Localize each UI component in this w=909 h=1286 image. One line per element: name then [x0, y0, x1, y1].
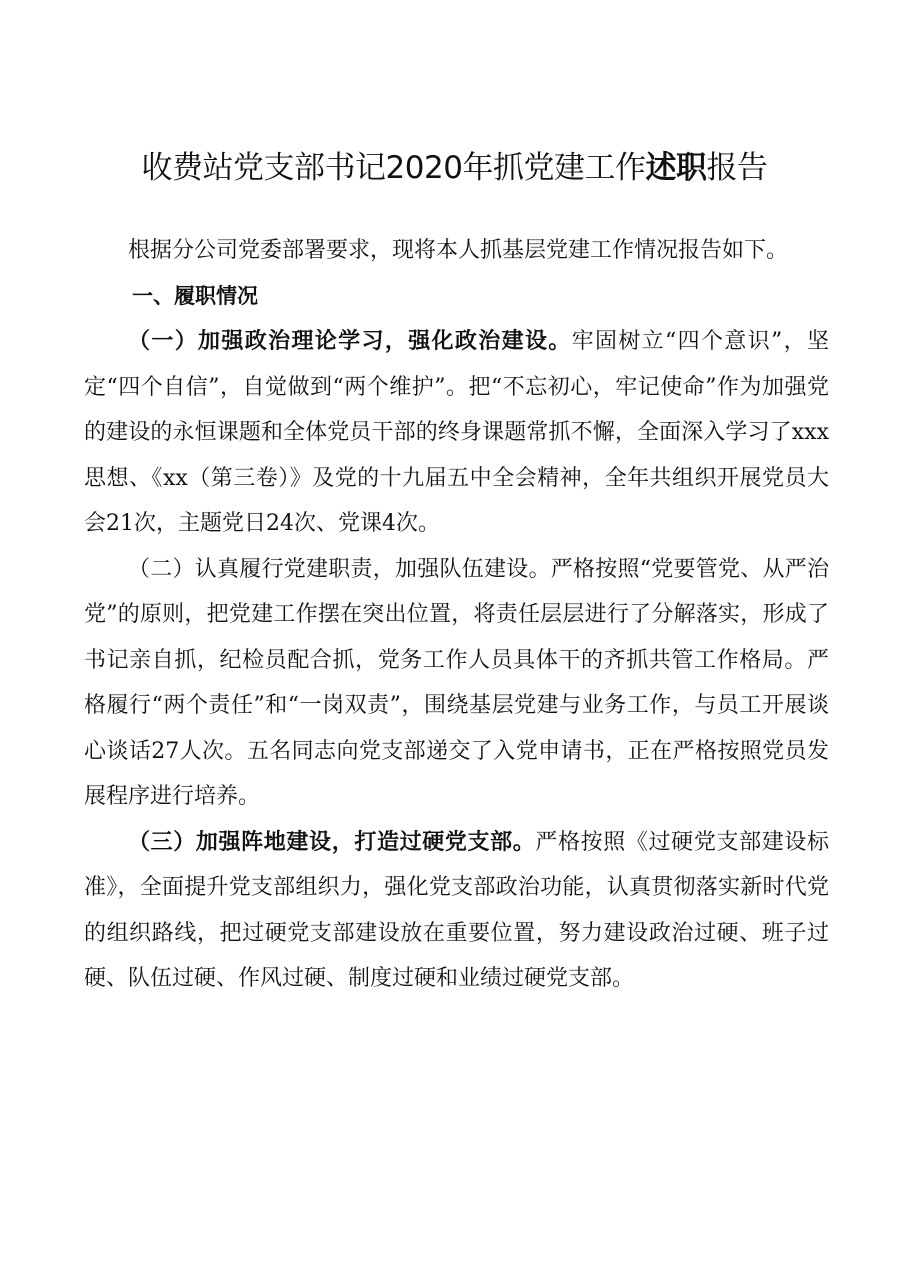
section-heading: 一、履职情况 — [132, 283, 258, 308]
document-body — [84, 228, 829, 1002]
paragraph-3 — [84, 820, 829, 1002]
paragraph-3-text: 严格按照《过硬党支部建设标准》，全面提升党支部组织力，强化党支部政治功能，认真贯彻落实新时代党的组织路线，把过硬党支部建设放在重要位置，努力建设政治过硬、班子过硬、队伍过硬、作风过硬、制度过硬和业绩过硬党支部。 — [84, 829, 829, 991]
title-text-part1: 收费站党支部书记2020年抓党建工作 — [141, 150, 646, 186]
paragraph-1-text: 牢固树立“四个意识”，坚定“四个自信”，自觉做到“两个维护”。把“不忘初心，牢记使命”作为加强党的建设的永恒课题和全体党员干部的终身课题常抓不懈，全面深入学习了xxx思想、《xx（第三卷）》及党的十九届五中全会精神，全年共组织开展党员大会21次，主题党日24次、党课4次。 — [84, 329, 829, 536]
paragraph-2-lead: （二）认真履行党建职责，加强队伍建设。 — [128, 556, 551, 582]
intro-paragraph: 根据分公司党委部署要求，现将本人抓基层党建工作情况报告如下。 — [128, 238, 789, 263]
document-title — [0, 140, 909, 196]
paragraph-2-text: 严格按照“党要管党、从严治党”的原则，把党建工作摆在突出位置，将责任层层进行了分解落实，形成了书记亲自抓，纪检员配合抓，党务工作人员具体干的齐抓共管工作格局。严格履行“两个责任”和“一岗双责”，围绕基层党建与业务工作，与员工开展谈心谈话27人次。五名同志向党支部递交了入党申请书，正在严格按照党员发展程序进行培养。 — [84, 556, 829, 809]
paragraph-2 — [84, 547, 829, 820]
title-text-part2: 报告 — [706, 150, 768, 186]
paragraph-1 — [84, 319, 829, 547]
title-text-emphasis: 述职 — [645, 150, 707, 186]
paragraph-3-lead: （三）加强阵地建设，打造过硬党支部。 — [128, 828, 536, 855]
paragraph-1-lead: （一）加强政治理论学习，强化政治建设。 — [128, 328, 572, 354]
